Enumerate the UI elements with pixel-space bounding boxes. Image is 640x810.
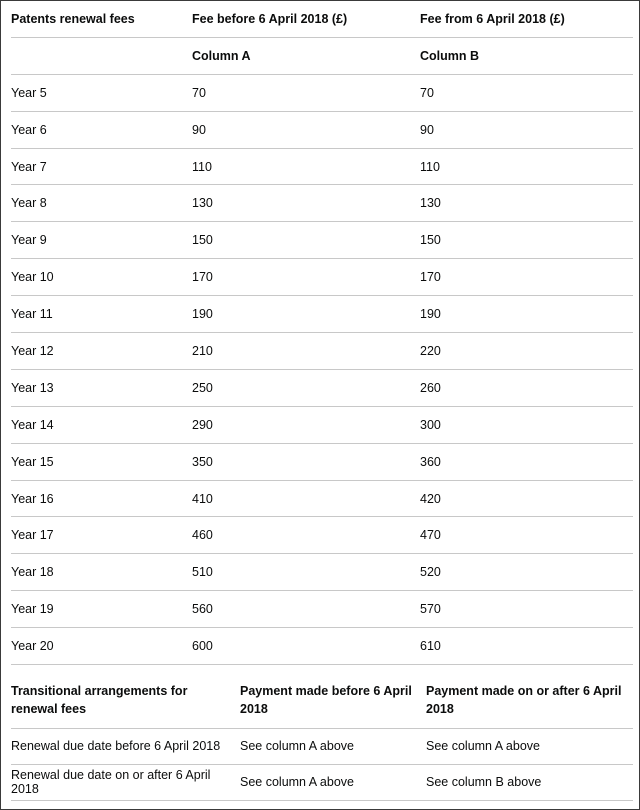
payment-before-cell: See column A above [240,728,426,764]
fee-column-a-cell: 350 [192,443,420,480]
fee-column-b-cell: 70 [420,74,633,111]
fee-column-b-cell: 470 [420,517,633,554]
fee-column-a-cell: 90 [192,111,420,148]
fee-column-a-cell: 190 [192,296,420,333]
transitional-table-body [11,728,633,800]
year-cell: Year 13 [11,369,192,406]
year-cell: Year 11 [11,296,192,333]
fee-column-a-cell: 250 [192,369,420,406]
fee-column-b-cell: 360 [420,443,633,480]
fee-column-b-cell: 150 [420,222,633,259]
fee-column-b-cell: 130 [420,185,633,222]
year-cell: Year 15 [11,443,192,480]
table-subheader-row [11,37,633,74]
subheader-column-a: Column A [192,37,420,74]
fee-column-b-cell: 190 [420,296,633,333]
fee-column-b-cell: 220 [420,333,633,370]
header-payment-on-or-after: Payment made on or after 6 April 2018 [426,672,633,728]
table-row [11,443,633,480]
table-row [11,259,633,296]
year-cell: Year 14 [11,406,192,443]
renewal-due-date-cell: Renewal due date on or after 6 April 2018 [11,764,240,800]
fee-column-a-cell: 170 [192,259,420,296]
year-cell: Year 9 [11,222,192,259]
year-cell: Year 20 [11,628,192,665]
year-cell: Year 5 [11,74,192,111]
payment-before-cell: See column A above [240,764,426,800]
fee-column-b-cell: 610 [420,628,633,665]
fee-column-b-cell: 520 [420,554,633,591]
table-row [11,369,633,406]
fee-column-a-cell: 110 [192,148,420,185]
table-row [11,296,633,333]
table-row [11,764,633,800]
fee-column-a-cell: 460 [192,517,420,554]
fee-column-a-cell: 130 [192,185,420,222]
transitional-arrangements-table [11,672,633,801]
fee-column-b-cell: 300 [420,406,633,443]
fee-column-a-cell: 290 [192,406,420,443]
year-cell: Year 16 [11,480,192,517]
fee-column-b-cell: 110 [420,148,633,185]
fee-column-a-cell: 70 [192,74,420,111]
table-row [11,728,633,764]
table-row [11,333,633,370]
fee-column-b-cell: 260 [420,369,633,406]
year-cell: Year 17 [11,517,192,554]
year-cell: Year 8 [11,185,192,222]
year-cell: Year 7 [11,148,192,185]
header-payment-before: Payment made before 6 April 2018 [240,672,426,728]
table-row [11,148,633,185]
fee-column-a-cell: 510 [192,554,420,591]
table-row [11,628,633,665]
header-renewal-fees: Patents renewal fees [11,1,192,37]
subheader-empty [11,37,192,74]
table-row [11,111,633,148]
table-row [11,591,633,628]
table-row [11,185,633,222]
year-cell: Year 18 [11,554,192,591]
table-row [11,74,633,111]
renewal-due-date-cell: Renewal due date before 6 April 2018 [11,728,240,764]
header-fee-from: Fee from 6 April 2018 (£) [420,1,633,37]
fee-column-b-cell: 170 [420,259,633,296]
header-fee-before: Fee before 6 April 2018 (£) [192,1,420,37]
renewal-fees-table [11,1,633,665]
table-row [11,480,633,517]
fees-table-body [11,74,633,664]
year-cell: Year 10 [11,259,192,296]
fee-column-b-cell: 420 [420,480,633,517]
header-transitional-arrangements: Transitional arrangements for renewal fees [11,672,240,728]
year-cell: Year 6 [11,111,192,148]
fee-column-a-cell: 560 [192,591,420,628]
fee-column-a-cell: 600 [192,628,420,665]
table-row [11,222,633,259]
subheader-column-b: Column B [420,37,633,74]
payment-on-or-after-cell: See column B above [426,764,633,800]
year-cell: Year 19 [11,591,192,628]
payment-on-or-after-cell: See column A above [426,728,633,764]
table-row [11,517,633,554]
fee-column-a-cell: 410 [192,480,420,517]
fee-column-a-cell: 210 [192,333,420,370]
table-row [11,554,633,591]
table-header-row [11,672,633,728]
table-row [11,406,633,443]
table-header-row [11,1,633,37]
fee-column-b-cell: 570 [420,591,633,628]
fee-column-a-cell: 150 [192,222,420,259]
fee-column-b-cell: 90 [420,111,633,148]
year-cell: Year 12 [11,333,192,370]
